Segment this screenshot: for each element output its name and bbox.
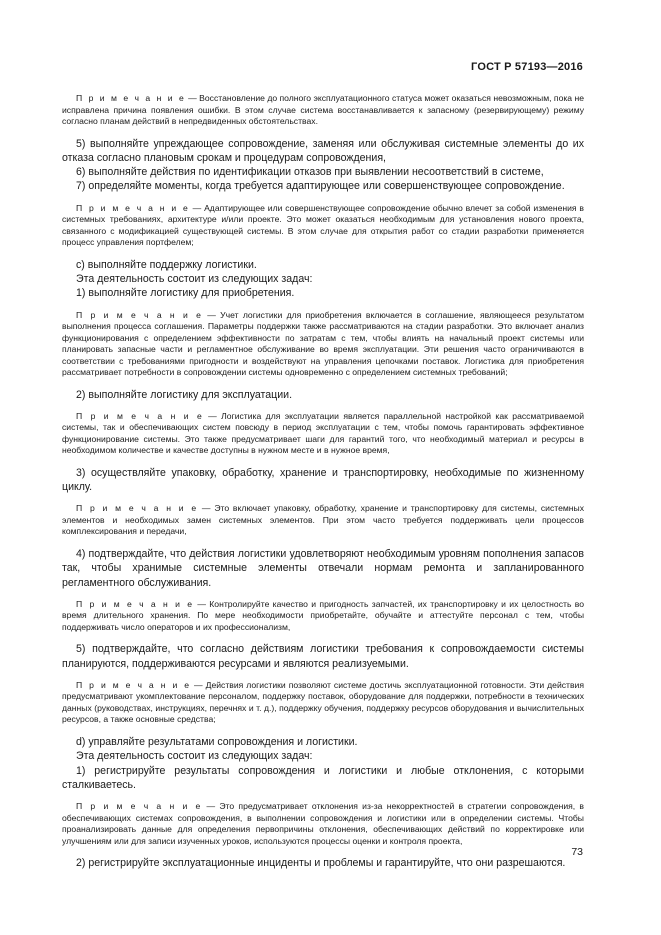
- note-text: — Это включает упаковку, обработку, хранение и транспортировку для системы, системных элементов и необходимых замен системных элементов. При этом часто требуется поддерживать цели процессов комплексирования и передачи,: [62, 503, 584, 537]
- note-paragraph: [62, 203, 584, 249]
- page-number: 73: [571, 846, 583, 858]
- body-paragraph: 5) выполняйте упреждающее сопровождение, заменяя или обслуживая системные элементы до их отказа согласно плановым срокам и процедурам сопровождения,: [62, 137, 584, 164]
- note-label: П р и м е ч а н и е: [76, 503, 199, 514]
- body-paragraph: Эта деятельность состоит из следующих задач:: [76, 750, 313, 763]
- body-paragraph: 5) подтверждайте, что согласно действиям логистики требования к сопровождаемости системы планируются, поддерживаются ресурсами и являются реализуемыми.: [62, 643, 584, 670]
- note-label: П р и м е ч а н и е: [76, 598, 195, 609]
- body-paragraph: 7) определяйте моменты, когда требуется адаптирующее или совершенствующее сопровождение.: [76, 180, 565, 193]
- body-text: [62, 93, 584, 870]
- body-paragraph: 1) выполняйте логистику для приобретения.: [76, 287, 295, 300]
- note-label: П р и м е ч а н и е: [76, 309, 203, 320]
- body-paragraph: c) выполняйте поддержку логистики.: [76, 258, 257, 271]
- body-paragraph: 6) выполняйте действия по идентификации отказов при выявлении несоответствий в системе,: [76, 166, 544, 179]
- note-label: П р и м е ч а н и е: [76, 410, 204, 421]
- note-paragraph: [62, 411, 584, 457]
- note-text: — Учет логистики для приобретения включается в соглашение, являющееся результатом выполнения процесса соглашения. Параметры поддержки также рассматриваются на стадии разработки. Это включает анализ функционирования с определением эффективности по затратам с тем, чтобы влиять на начальный проект системы или планировать запасные части и регламентное обслуживание во время эксплуатации. Эти решения часто ограничиваются в соответствии с требованиями пригодности и воздействуют на управления цепочками поставок. Логистика для приобретения рассматривает потребности в сопровождении системы одновременно с определением системных требований;: [62, 309, 585, 378]
- note-text: — Логистика для эксплуатации является параллельной настройкой как рассматриваемой системы, так и обеспечивающих систем повсюду в период эксплуатации с тем, чтобы помочь гарантировать эффективное функционирование системы. Это также предусматривает шаги для гарантий того, что необходимый материал и ресурсы в необходимом количестве и качестве доступны в нужном месте и в нужное время,: [62, 410, 584, 456]
- body-paragraph: 4) подтверждайте, что действия логистики удовлетворяют необходимым уровням пополнения запасов так, чтобы хранимые системные элементы отвечали нормам ремонта и запланированного регламентного обслуживания.: [62, 547, 584, 589]
- note-label: П р и м е ч а н и е: [76, 93, 186, 103]
- note-label: П р и м е ч а н и е: [76, 202, 190, 213]
- note-paragraph: [62, 801, 584, 847]
- note-label: П р и м е ч а н и е: [76, 679, 192, 690]
- note-text: — Контролируйте качество и пригодность запчастей, их транспортировку и их целостность во время длительного хранения. По мере необходимости приобретайте, обучайте и аттестуйте персонал с тем, чтобы поддерживать число операторов и их профессионализм,: [62, 598, 585, 632]
- body-paragraph: d) управляйте результатами сопровождения и логистики.: [76, 735, 358, 748]
- note-text: — Адаптирующее или совершенствующее сопровождение обычно влечет за собой изменения в системных требованиях, архитектуре и/или проекте. Это может оказаться необходимым для установления нового проекта, связанного с модификацией существующей системы. В этом случае для открытия работ со стадии разработки применяется процесс управления портфелем;: [62, 202, 584, 248]
- standard-designation: ГОСТ Р 57193—2016: [471, 61, 583, 73]
- note-label: П р и м е ч а н и е: [76, 801, 203, 812]
- note-paragraph: [62, 680, 584, 726]
- body-paragraph: 1) регистрируйте результаты сопровождения и логистики и любые отклонения, с которыми сталкиваетесь.: [62, 764, 584, 791]
- note-paragraph: [62, 310, 584, 379]
- note-paragraph: [62, 93, 584, 128]
- note-paragraph: [62, 503, 584, 538]
- body-paragraph: 3) осуществляйте упаковку, обработку, хранение и транспортировку, необходимые по жизненному циклу.: [62, 466, 584, 494]
- body-paragraph: Эта деятельность состоит из следующих задач:: [76, 272, 313, 285]
- note-text: — Восстановление до полного эксплуатационного статуса может оказаться невозможным, пока не исправлена причина появления ошибки. В этом случае система восстанавливается к запасному (резервирующему) режиму согласно планам действий в непредвиденных обстоятельствах.: [62, 93, 585, 126]
- note-text: — Действия логистики позволяют системе достичь эксплуатационной готовности. Эти действия предусматривают укомплектование персоналом, поддержку поставок, оборудование для поддержки, потребности в технических данных (руководствах, инструкциях, перечнях и т. д.), поддержку обучения, поддержку ресурсов оборудования и вычислительных ресурсов, а также основные средства;: [62, 679, 584, 725]
- note-text: — Это предусматривает отклонения из-за некорректностей в стратегии сопровождения, в обеспечивающих системах сопровождения, в выполнении сопровождения и логистики или в определении системы. Чтобы проанализировать данные для определения первопричины отклонения, обеспечивающих действий по корректировке или улучшениям или для записи изученных уроков, используются процессы оценки и контроля проекта,: [62, 801, 585, 846]
- body-paragraph: 2) регистрируйте эксплуатационные инциденты и проблемы и гарантируйте, что они разрешаются.: [76, 857, 566, 870]
- body-paragraph: 2) выполняйте логистику для эксплуатации.: [76, 388, 293, 401]
- note-paragraph: [62, 599, 584, 634]
